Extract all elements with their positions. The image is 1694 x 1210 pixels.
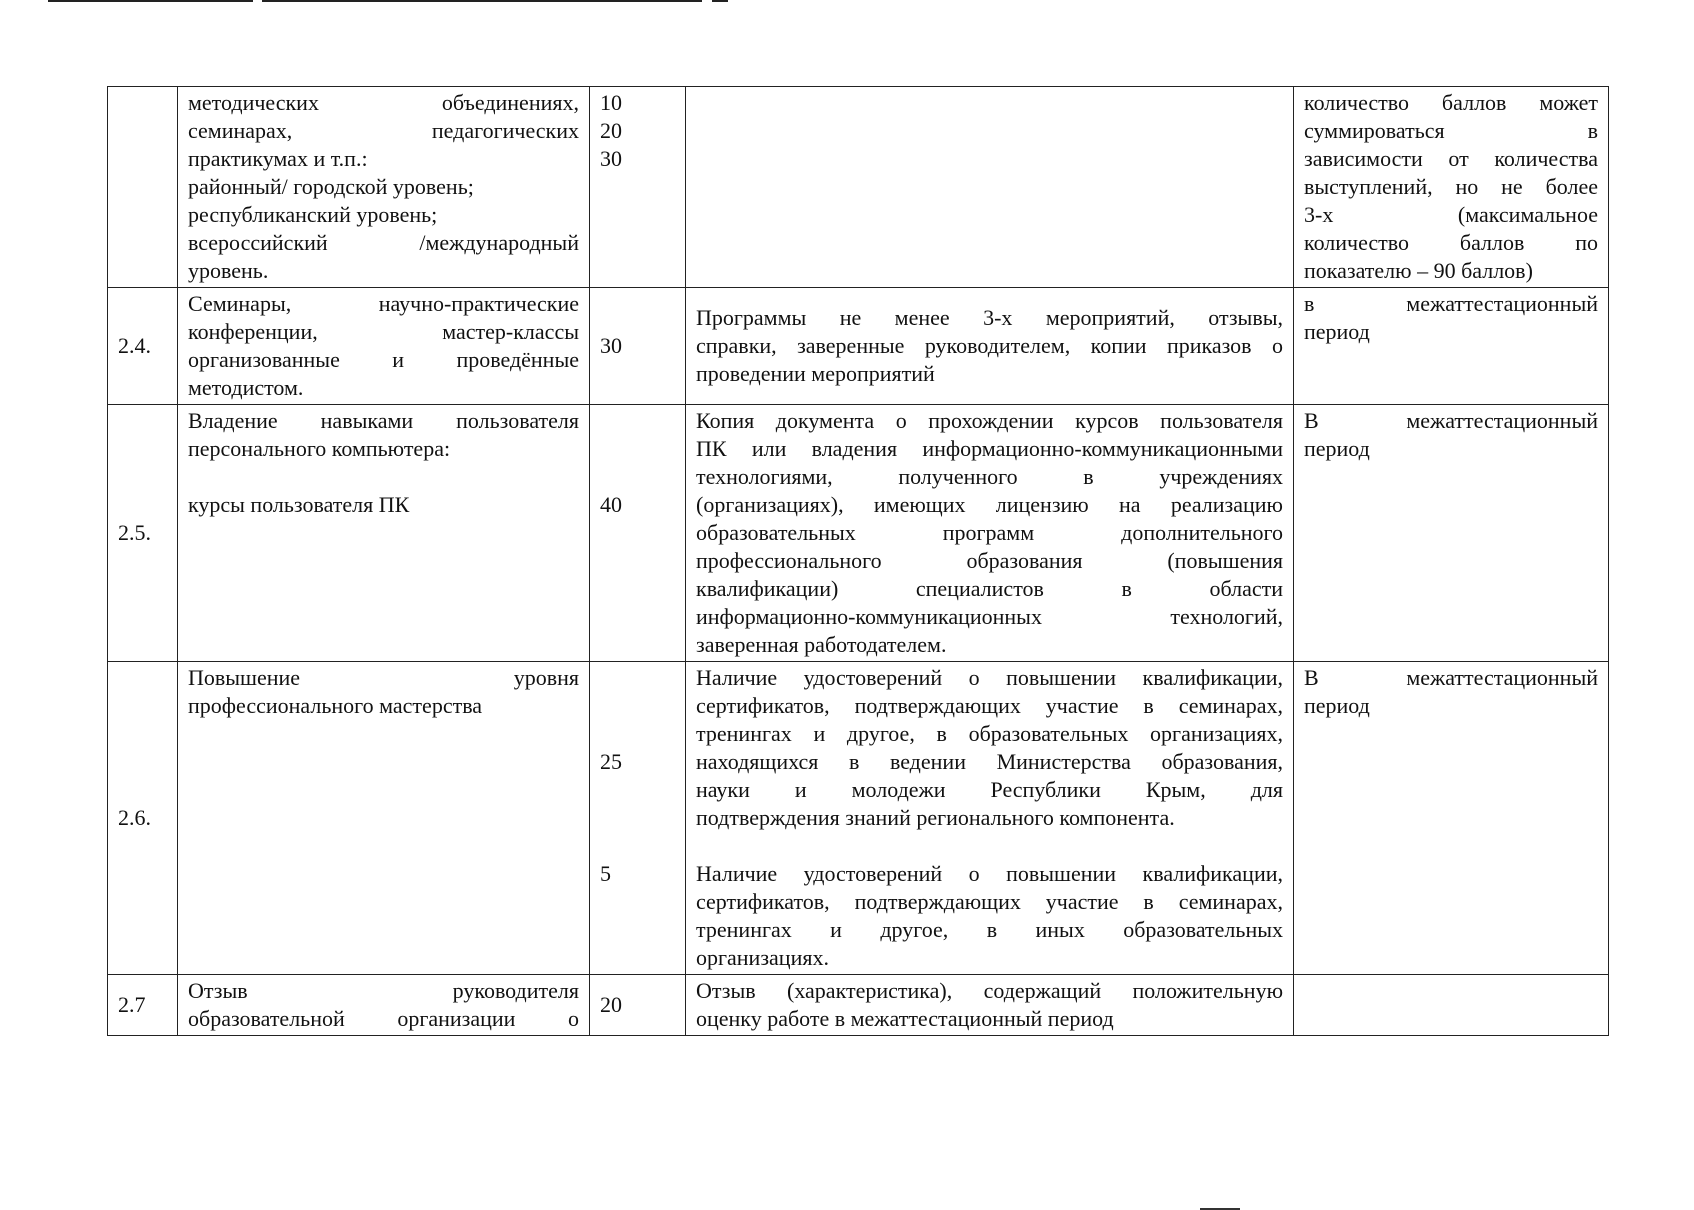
points-cell: 20 xyxy=(590,975,686,1036)
points-cell: 40 xyxy=(590,405,686,662)
table-row xyxy=(108,288,1609,405)
criterion-cell: Владение навыками пользователя персонального компьютера: курсы пользователя ПК xyxy=(178,405,590,662)
table-row xyxy=(108,662,1609,975)
documents-cell: Наличие удостоверений о повышении квалификации, сертификатов, подтверждающих участие в семинарах, тренингах и другое, в образовательных организациях, находящихся в ведении Министерства образования, науки и молодежи Республики Крым, для подтверждения знаний регионального компонента. Наличие удостоверений о повышении квалификации, сертификатов, подтверждающих участие в семинарах, тренингах и другое, в иных образовательных организациях. xyxy=(686,662,1294,975)
table-row xyxy=(108,975,1609,1036)
notes-cell: количество баллов может суммироваться в зависимости от количества выступлений, но не более 3-х (максимальное количество баллов по показателю – 90 баллов) xyxy=(1294,87,1609,288)
notes-cell: В межаттестационный период xyxy=(1294,405,1609,662)
row-number: 2.7 xyxy=(108,975,178,1036)
scan-line xyxy=(712,0,728,2)
documents-cell xyxy=(686,87,1294,288)
table-row xyxy=(108,405,1609,662)
row-number xyxy=(108,87,178,288)
criterion-cell: Семинары, научно-практические конференции, мастер-классы организованные и проведённые методистом. xyxy=(178,288,590,405)
documents-cell: Программы не менее 3-х мероприятий, отзывы, справки, заверенные руководителем, копии приказов о проведении мероприятий xyxy=(686,288,1294,405)
criterion-cell: методических объединениях, семинарах, педагогических практикумах и т.п.: районный/ городской уровень; республиканский уровень; всероссийский /международный уровень. xyxy=(178,87,590,288)
row-number: 2.5. xyxy=(108,405,178,662)
documents-cell: Копия документа о прохождении курсов пользователя ПК или владения информационно-коммуникационными технологиями, полученного в учреждениях (организациях), имеющих лицензию на реализацию образовательных программ дополнительного профессионального образования (повышения квалификации) специалистов в области информационно-коммуникационных технологий, заверенная работодателем. xyxy=(686,405,1294,662)
criterion-cell: Отзыв руководителя образовательной организации о xyxy=(178,975,590,1036)
row-number: 2.4. xyxy=(108,288,178,405)
points-cell: 30 xyxy=(590,288,686,405)
table-row xyxy=(108,87,1609,288)
points-cell: 25 5 xyxy=(590,662,686,975)
points-cell: 10 20 30 xyxy=(590,87,686,288)
notes-cell: в межаттестационный период xyxy=(1294,288,1609,405)
notes-cell: В межаттестационный период xyxy=(1294,662,1609,975)
criteria-table xyxy=(107,86,1609,1036)
scan-line xyxy=(262,0,702,2)
criterion-cell: Повышение уровня профессионального мастерства xyxy=(178,662,590,975)
notes-cell xyxy=(1294,975,1609,1036)
documents-cell: Отзыв (характеристика), содержащий положительную оценку работе в межаттестационный период xyxy=(686,975,1294,1036)
row-number: 2.6. xyxy=(108,662,178,975)
scan-line xyxy=(48,0,253,2)
